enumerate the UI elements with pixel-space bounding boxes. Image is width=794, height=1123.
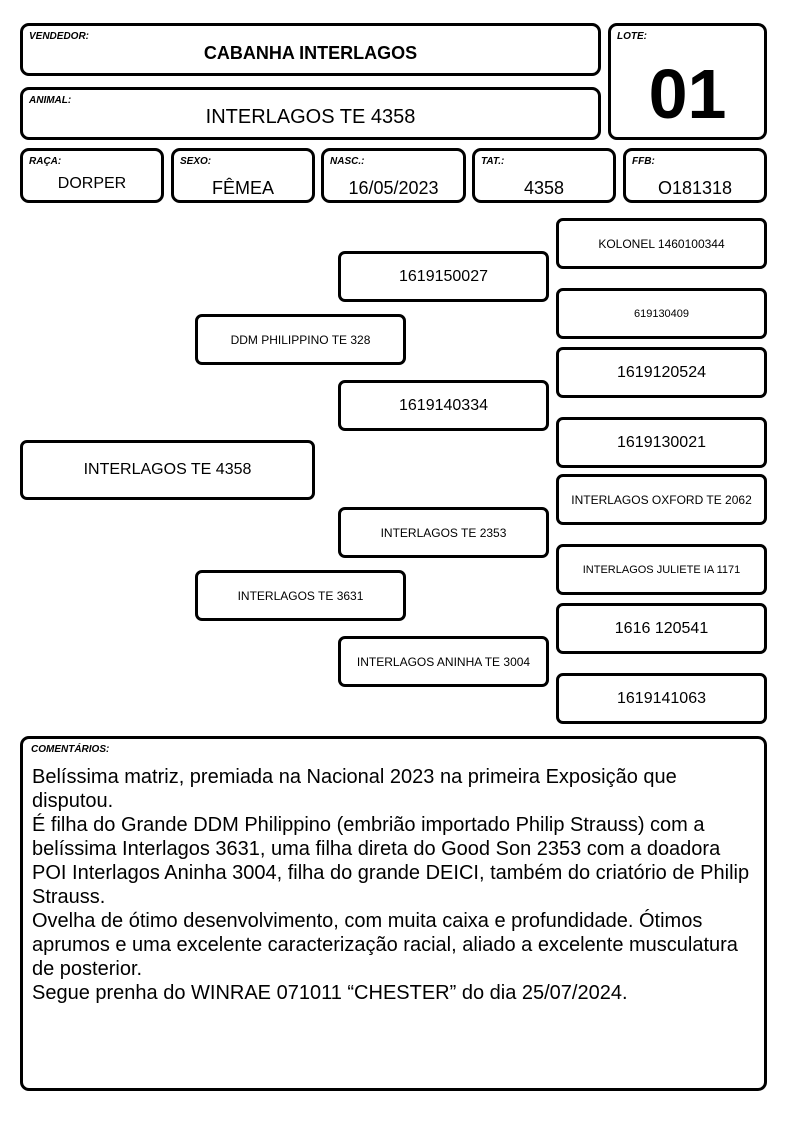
ffb-value: O181318 (657, 178, 733, 198)
pedigree-dam: INTERLAGOS TE 3631 (195, 570, 406, 621)
tattoo-box (472, 148, 616, 203)
pedigree-sire-dam: 1619140334 (338, 380, 549, 431)
animal-box (20, 87, 601, 140)
comment-paragraph: Segue prenha do WINRAE 071011 “CHESTER” do dia 25/07/2024. (32, 982, 628, 1004)
tattoo-label: TAT.: (481, 156, 505, 167)
pedigree-gg7: 1616 120541 (556, 603, 767, 654)
comments-text (32, 765, 752, 1005)
pedigree-gg2: 619130409 (556, 288, 767, 339)
pedigree-subject: INTERLAGOS TE 4358 (20, 440, 315, 500)
pedigree-gg4: 1619130021 (556, 417, 767, 468)
sex-box (171, 148, 315, 203)
lot-box (608, 23, 767, 140)
ffb-label: FFB: (632, 156, 655, 167)
comment-paragraph: Belíssima matriz, premiada na Nacional 2023 na primeira Exposição que disputou. (32, 766, 677, 812)
comment-paragraph: Ovelha de ótimo desenvolvimento, com muita caixa e profundidade. Ótimos aprumos e uma excelente caracterização racial, aliado a excelente musculatura de posterior. (32, 910, 738, 980)
birth-label: NASC.: (330, 156, 365, 167)
pedigree-dam-sire: INTERLAGOS TE 2353 (338, 507, 549, 558)
breed-box (20, 148, 164, 203)
ffb-box (623, 148, 767, 203)
vendor-label: VENDEDOR: (29, 31, 90, 42)
vendor-name: CABANHA INTERLAGOS (203, 43, 418, 63)
breed-label: RAÇA: (29, 156, 62, 167)
birth-value: 16/05/2023 (348, 178, 439, 198)
pedigree-gg8: 1619141063 (556, 673, 767, 724)
comment-paragraph: É filha do Grande DDM Philippino (embrião importado Philip Strauss) com a belíssima Interlagos 3631, uma filha direta do Good Son 2353 com a doadora POI Interlagos Aninha 3004, filha do grande DEICI, também do criatório de Philip Strauss. (32, 814, 750, 908)
vendor-box (20, 23, 601, 76)
comments-box (20, 736, 767, 1091)
breed-value: DORPER (57, 175, 127, 192)
pedigree-sire: DDM PHILIPPINO TE 328 (195, 314, 406, 365)
pedigree-gg5: INTERLAGOS OXFORD TE 2062 (556, 474, 767, 525)
lot-number: 01 (648, 55, 727, 133)
comments-label: COMENTÁRIOS: (31, 744, 110, 755)
tattoo-value: 4358 (523, 178, 565, 198)
animal-label: ANIMAL: (29, 95, 72, 106)
pedigree-gg1: KOLONEL 1460100344 (556, 218, 767, 269)
sex-value: FÊMEA (211, 178, 274, 198)
pedigree-sire-sire: 1619150027 (338, 251, 549, 302)
lot-label: LOTE: (617, 31, 647, 42)
sex-label: SEXO: (180, 156, 212, 167)
birth-box (321, 148, 466, 203)
pedigree-gg6: INTERLAGOS JULIETE IA 1171 (556, 544, 767, 595)
pedigree-gg3: 1619120524 (556, 347, 767, 398)
pedigree-dam-dam: INTERLAGOS ANINHA TE 3004 (338, 636, 549, 687)
animal-name: INTERLAGOS TE 4358 (205, 106, 416, 128)
